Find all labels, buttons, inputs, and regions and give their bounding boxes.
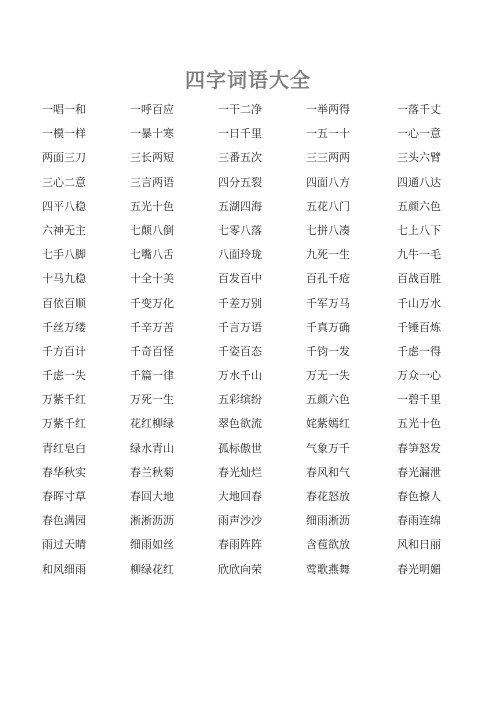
idiom-cell: 七手八脚 [42, 248, 86, 262]
idiom-cell: 七颠八倒 [130, 223, 174, 237]
idiom-cell: 四面八方 [306, 175, 350, 189]
idiom-cell: 七上八下 [397, 223, 441, 237]
idiom-cell: 柳绿花红 [130, 562, 174, 576]
idiom-cell: 百战百胜 [397, 272, 441, 286]
idiom-cell: 千辛万苦 [130, 320, 174, 334]
idiom-cell: 一唱一和 [42, 103, 86, 116]
idiom-cell: 万紫千红 [42, 417, 86, 431]
idiom-cell: 十马九稳 [42, 272, 86, 286]
idiom-cell: 十全十美 [130, 272, 174, 286]
idiom-cell: 千钧一发 [306, 344, 350, 358]
idiom-cell: 六神无主 [42, 223, 86, 237]
idiom-cell: 春雨连绵 [397, 514, 441, 528]
idiom-cell: 春雨阵阵 [218, 538, 262, 552]
idiom-cell: 五光十色 [130, 199, 174, 213]
idiom-cell: 千虑一失 [42, 369, 86, 383]
idiom-cell: 莺歌燕舞 [306, 562, 350, 576]
idiom-cell: 一碧千里 [397, 393, 441, 407]
idiom-cell: 五光十色 [397, 417, 441, 431]
idiom-cell: 五花八门 [306, 199, 350, 213]
idiom-cell: 百发百中 [218, 272, 262, 286]
idiom-cell: 千差万别 [218, 296, 262, 310]
idiom-cell: 春光灿烂 [218, 465, 262, 479]
idiom-cell: 四分五裂 [218, 175, 262, 189]
idiom-cell: 三三两两 [306, 151, 350, 165]
idiom-cell: 和风细雨 [42, 562, 86, 576]
idiom-cell: 细雨淅沥 [306, 514, 350, 528]
idiom-cell: 青红皂白 [42, 441, 86, 455]
idiom-cell: 姹紫嫣红 [306, 417, 350, 431]
idiom-cell: 春色满园 [42, 514, 86, 528]
idiom-cell: 春光漏泄 [397, 465, 441, 479]
idiom-cell: 四通八达 [397, 175, 441, 189]
idiom-cell: 淅淅沥沥 [130, 514, 174, 528]
idiom-cell: 春回大地 [130, 490, 174, 503]
idiom-cell: 五颜六色 [397, 199, 441, 213]
idiom-cell: 三言两语 [130, 175, 174, 189]
idiom-cell: 五颜六色 [306, 393, 350, 407]
idiom-cell: 绿水青山 [130, 441, 174, 455]
idiom-cell: 九死一生 [306, 248, 350, 262]
idiom-cell: 春风和气 [306, 465, 350, 479]
idiom-cell: 大地回春 [218, 490, 262, 503]
idiom-cell: 一干二净 [218, 103, 262, 116]
idiom-cell: 翠色欲流 [218, 417, 262, 431]
idiom-cell: 千言万语 [218, 320, 262, 334]
idiom-cell: 一五一十 [306, 127, 350, 141]
idiom-cell: 百孔千疮 [306, 272, 350, 286]
idiom-cell: 一举两得 [306, 103, 350, 116]
idiom-cell: 两面三刀 [42, 151, 86, 165]
idiom-cell: 千军万马 [306, 296, 350, 310]
idiom-cell: 欣欣向荣 [218, 562, 262, 576]
idiom-cell: 春花怒放 [306, 490, 350, 503]
idiom-cell: 八面玲珑 [218, 248, 262, 262]
idiom-cell: 千奇百怪 [130, 344, 174, 358]
idiom-cell: 千山万水 [397, 296, 441, 310]
idiom-cell: 雨声沙沙 [218, 514, 262, 528]
idiom-cell: 万众一心 [397, 369, 441, 383]
idiom-cell: 雨过天晴 [42, 538, 86, 552]
idiom-cell: 四平八稳 [42, 199, 86, 213]
idiom-grid [42, 102, 482, 586]
idiom-cell: 春笋怒发 [397, 441, 441, 455]
idiom-cell: 一心一意 [397, 127, 441, 141]
idiom-cell: 春晖寸草 [42, 490, 86, 503]
idiom-cell: 万紫千红 [42, 393, 86, 407]
idiom-cell: 七零八落 [218, 223, 262, 237]
idiom-cell: 一模一样 [42, 127, 86, 141]
idiom-cell: 千丝万缕 [42, 320, 86, 334]
idiom-cell: 千篇一律 [130, 369, 174, 383]
idiom-cell: 花红柳绿 [130, 417, 174, 431]
idiom-cell: 千方百计 [42, 344, 86, 358]
idiom-cell: 一暴十寒 [130, 127, 174, 141]
idiom-cell: 细雨如丝 [130, 538, 174, 552]
idiom-cell: 七嘴八舌 [130, 248, 174, 262]
idiom-cell: 风和日丽 [397, 538, 441, 552]
idiom-cell: 五彩缤纷 [218, 393, 262, 407]
idiom-cell: 九牛一毛 [397, 248, 441, 262]
idiom-cell: 百依百顺 [42, 296, 86, 310]
idiom-cell: 千变万化 [130, 296, 174, 310]
idiom-cell: 万死一生 [130, 393, 174, 407]
idiom-cell: 一日千里 [218, 127, 262, 141]
idiom-cell: 一呼百应 [130, 103, 174, 116]
page-title: 四字词语大全 [185, 68, 311, 92]
idiom-cell: 七拼八凑 [306, 223, 350, 237]
idiom-cell: 千真万确 [306, 320, 350, 334]
idiom-cell: 春色撩人 [397, 490, 441, 503]
idiom-cell: 春华秋实 [42, 465, 86, 479]
idiom-cell: 千姿百态 [218, 344, 262, 358]
idiom-cell: 春光明媚 [397, 562, 441, 576]
idiom-cell: 五湖四海 [218, 199, 262, 213]
idiom-cell: 三头六臂 [397, 151, 441, 165]
idiom-cell: 孤标傲世 [218, 441, 262, 455]
idiom-cell: 千虑一得 [397, 344, 441, 358]
idiom-cell: 一落千丈 [397, 103, 441, 116]
idiom-cell: 千锤百炼 [397, 320, 441, 334]
idiom-cell: 三番五次 [218, 151, 262, 165]
idiom-cell: 气象万千 [306, 441, 350, 455]
idiom-cell: 三心二意 [42, 175, 86, 189]
idiom-cell: 含苞欲放 [306, 538, 350, 552]
idiom-cell: 万水千山 [218, 369, 262, 383]
idiom-cell: 万无一失 [306, 369, 350, 383]
idiom-cell: 春兰秋菊 [130, 465, 174, 479]
idiom-cell: 三长两短 [130, 151, 174, 165]
